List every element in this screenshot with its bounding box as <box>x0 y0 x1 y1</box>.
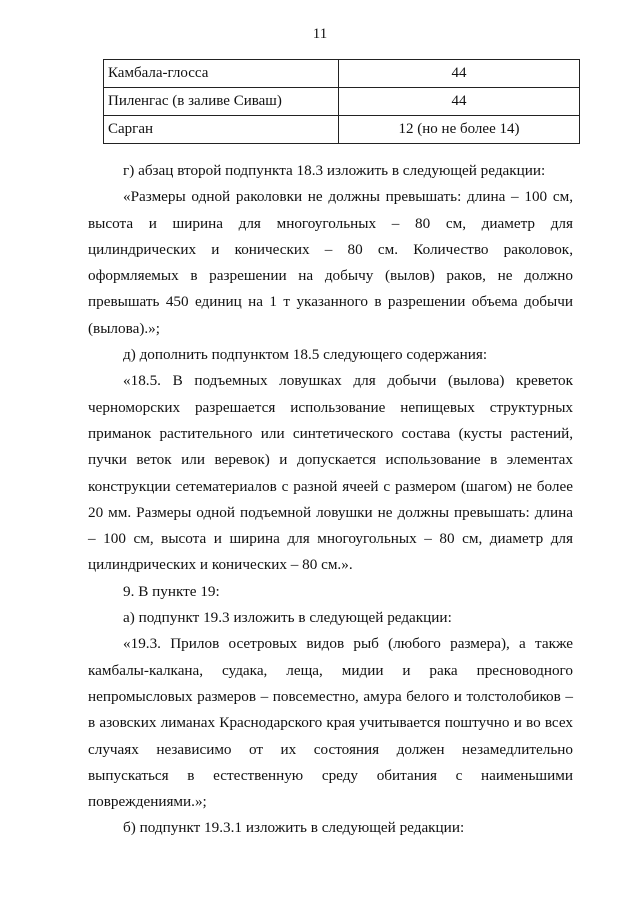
paragraph-crayfish-trap-sizes: «Размеры одной раколовки не должны превышать: длина – 100 см, высота и ширина для многоугольных – 80 см, диаметр для цилиндрических и конических – 80 см. Количество раколовок, оформляемых в разрешении на добычу (вылов) раков, не должно превышать 450 единиц на 1 т указанного в разрешении объема добычи (вылова).»; <box>88 188 573 337</box>
table-cell-species: Пиленгас (в заливе Сиваш) <box>104 88 339 116</box>
paragraph-19-3-text: «19.3. Прилов осетровых видов рыб (любого размера), а также камбалы-калкана, судака, леща, мидии и рака пресноводного непромысловых размеров – повсеместно, амура белого и толстолобиков – в азовских лиманах Краснодарского края учитывается поштучно и во всех случаях независимо от их состояния должен незамедлительно выпускаться в естественную среду обитания с наименьшими повреждениями.»; <box>88 635 573 811</box>
paragraph-item-9: 9. В пункте 19: <box>123 582 220 600</box>
page-number: 11 <box>312 26 328 42</box>
paragraph-18-5-text: «18.5. В подъемных ловушках для добычи (вылова) креветок черноморских разрешается использование непищевых структурных приманок растительного или синтетического состава (кусты растений, пучки веток или веревок) и допускается использование в элементах конструкции сетематериалов с разной ячеей с размером (шагом) не более 20 мм. Размеры одной подъемной ловушки не должны превышать: длина – 100 см, высота и ширина для многоугольных – 80 см, диаметр для цилиндрических и конических – 80 см.». <box>88 372 573 574</box>
paragraph-amend-19-3-1: б) подпункт 19.3.1 изложить в следующей редакции: <box>123 819 465 837</box>
table-row <box>104 60 580 88</box>
table-row <box>104 116 580 144</box>
table-cell-value: 44 <box>339 88 580 116</box>
table-cell-species: Сарган <box>104 116 339 144</box>
paragraph-amend-18-3: г) абзац второй подпункта 18.3 изложить в следующей редакции: <box>123 162 546 179</box>
paragraph-add-18-5: д) дополнить подпунктом 18.5 следующего содержания: <box>123 346 488 364</box>
document-body <box>88 158 573 842</box>
paragraph-amend-19-3: а) подпункт 19.3 изложить в следующей редакции: <box>123 609 452 627</box>
table-cell-value: 44 <box>339 60 580 88</box>
table-cell-species: Камбала-глосса <box>104 60 339 88</box>
table-cell-value: 12 (но не более 14) <box>339 116 580 144</box>
table-row <box>104 88 580 116</box>
catch-limits-table <box>103 59 580 144</box>
